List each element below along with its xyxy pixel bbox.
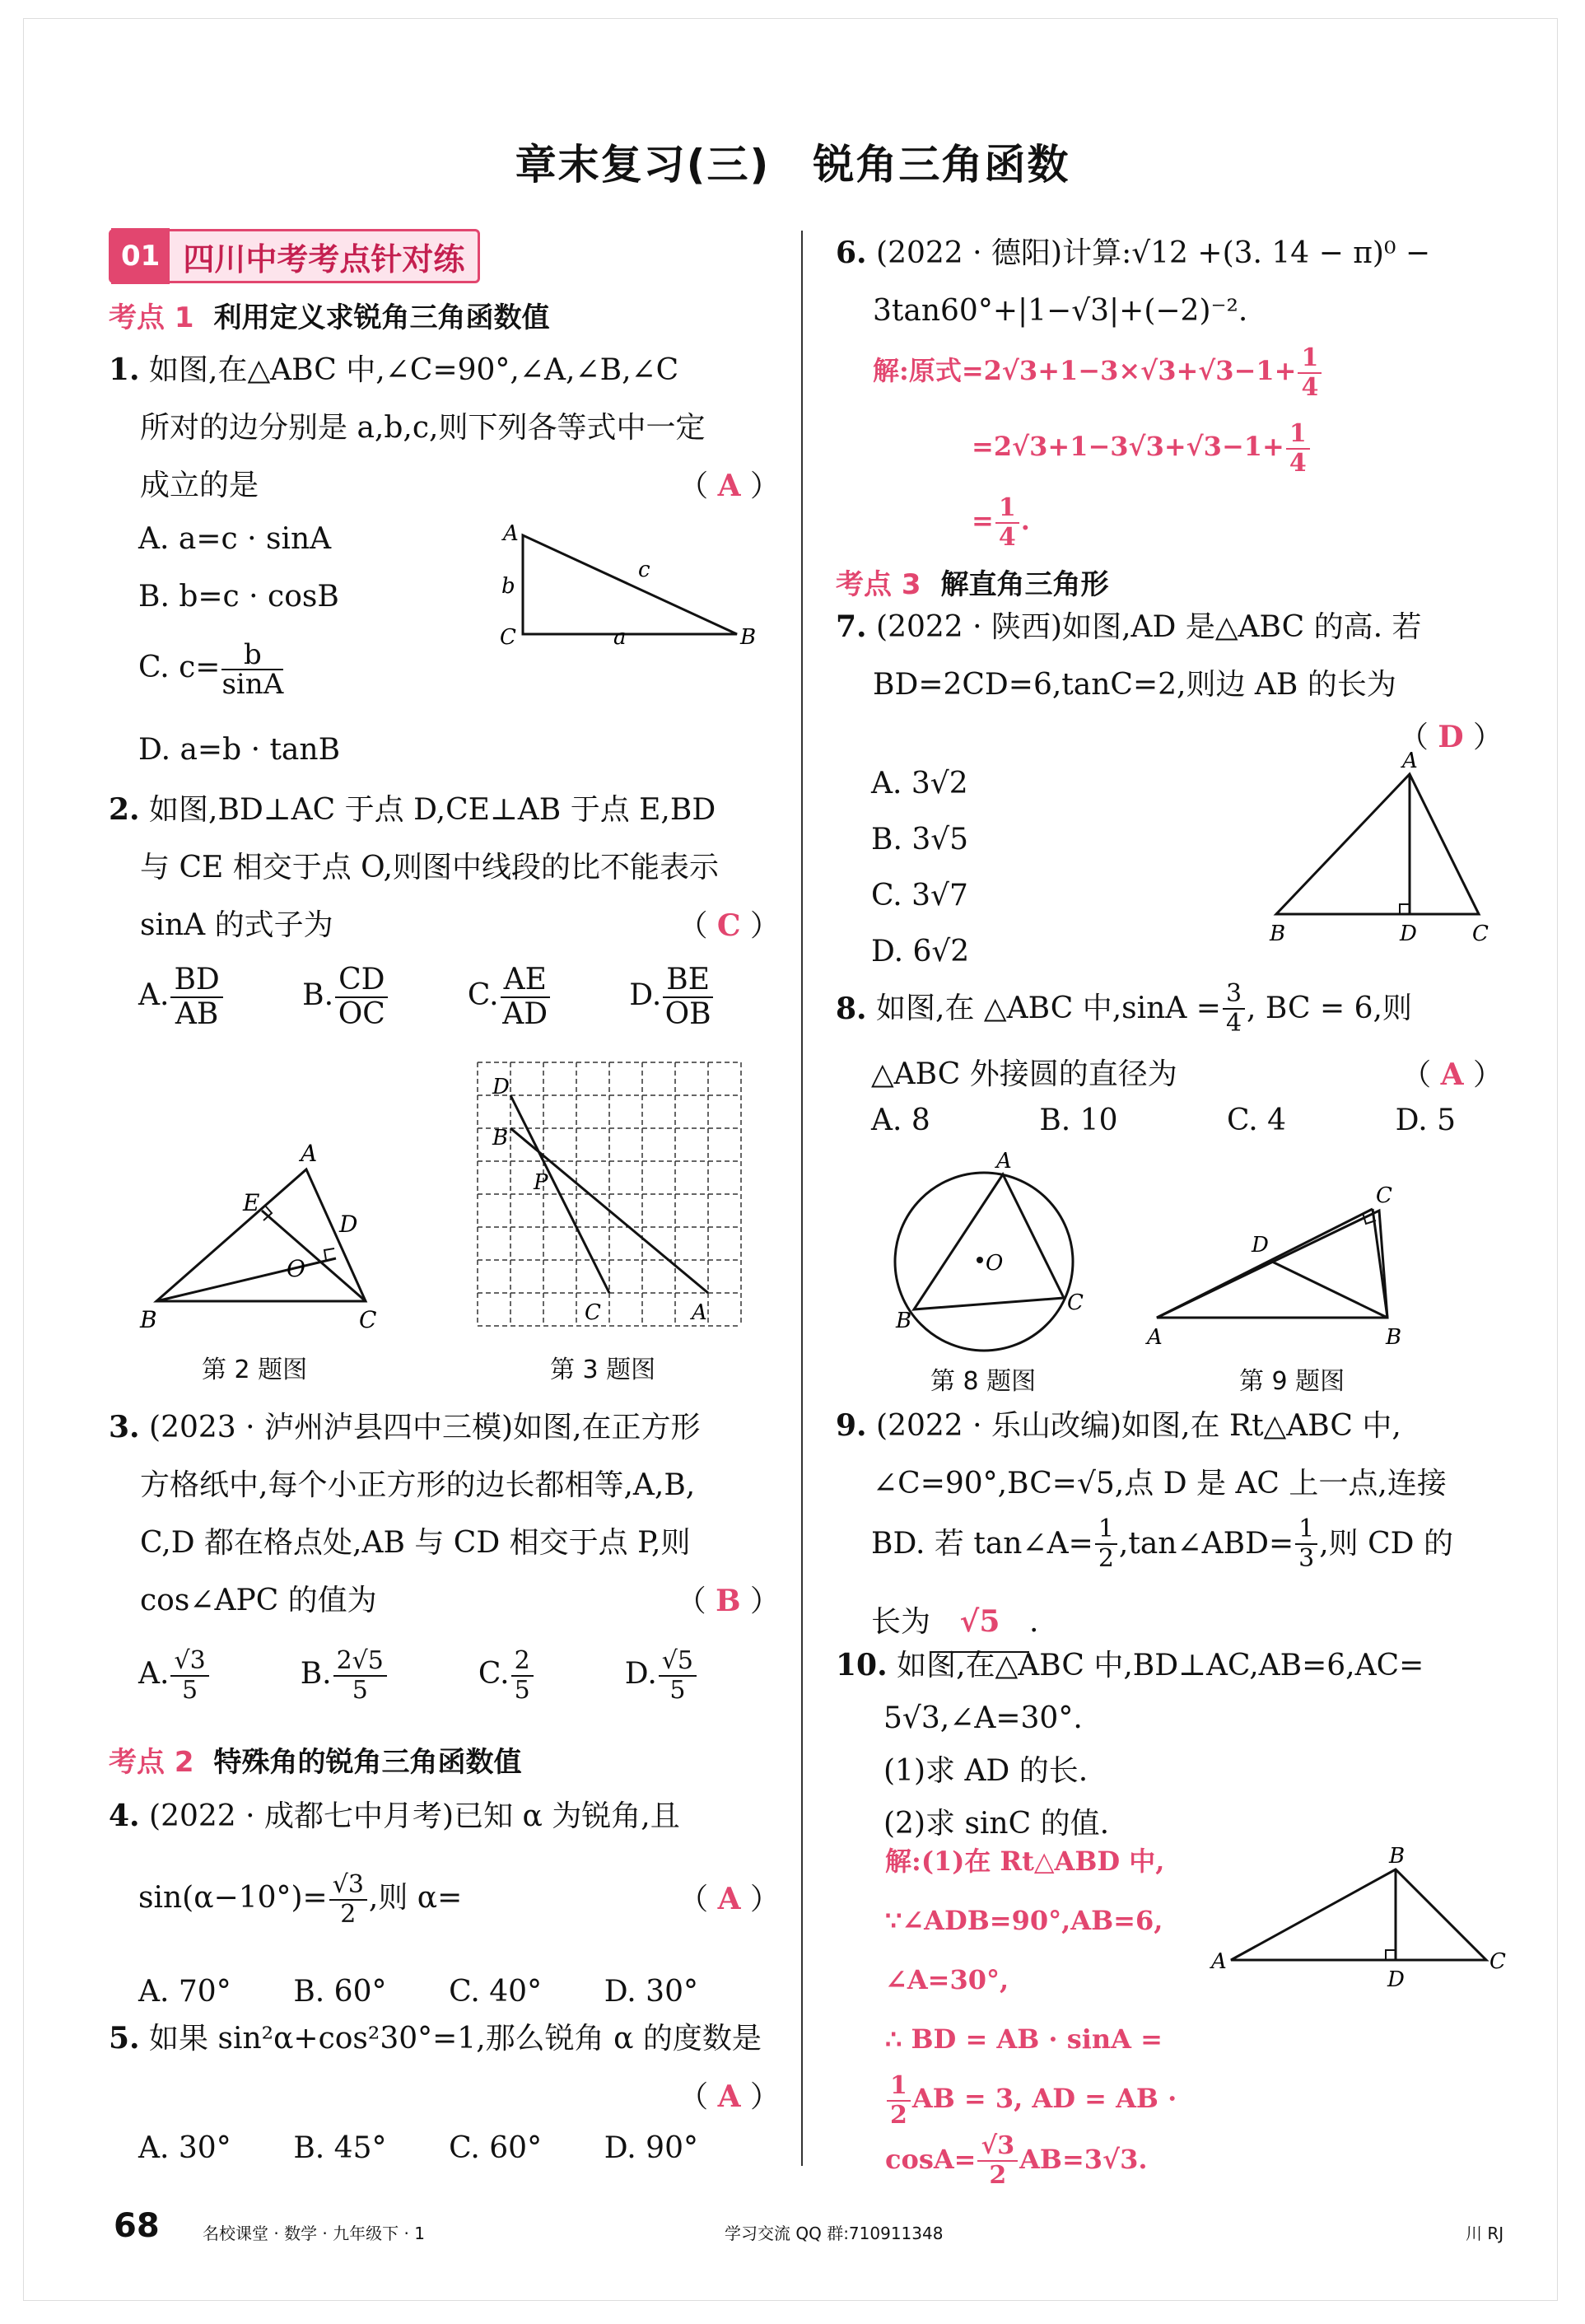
question-3: 3. (2023 · 泸州泸县四中三模)如图,在正方形 方格纸中,每个小正方形的边长都相等,A,B, C,D 都在格点处,AB 与 CD 相交于点 P,则 cos∠APC 的值为 （ B ）: [109, 1398, 780, 1631]
label-C: C: [500, 625, 516, 650]
label-A: A: [692, 1300, 707, 1325]
q5-options: A. 30° B. 45° C. 60° D. 90°: [138, 2131, 698, 2165]
answer-bracket: （ A ）: [678, 1881, 780, 1916]
label-B: B: [1386, 1325, 1402, 1350]
kaodian-tag: 考点 1: [109, 301, 194, 334]
fig3-caption: 第 3 题图: [550, 1356, 656, 1384]
q10-figure: [1206, 1845, 1511, 2009]
q1-option-b: B. b=c · cosB: [138, 580, 339, 614]
label-C: C: [1376, 1183, 1392, 1208]
q1-triangle-figure: [490, 519, 770, 651]
label-E: E: [243, 1189, 260, 1216]
q2-figure: [132, 1128, 403, 1351]
label-B: B: [740, 625, 757, 650]
footer-book: 名校课堂 · 数学 · 九年级下 · 1: [203, 2224, 425, 2243]
section-badge: [109, 229, 480, 283]
label-b: b: [501, 574, 515, 599]
question-text: 成立的是: [140, 469, 259, 502]
q2-option-c: C. $\frac{AE}{AD}$: [468, 964, 552, 1031]
section-number: 01: [111, 228, 170, 284]
label-D: D: [339, 1211, 358, 1238]
answer-value: D: [1438, 720, 1464, 754]
label-a: a: [613, 625, 627, 650]
question-4-line2: sin(α−10°)= $\frac{√3}{2}$ ,则 α= （ A ）: [138, 1870, 780, 1929]
label-D: D: [1400, 922, 1417, 946]
answer-value: A: [717, 1881, 741, 1916]
question-8: 8. 如图,在 △ABC 中,sinA = $\frac{3}{4}$ , BC = 6,则: [836, 979, 1413, 1038]
q3-option-b: B. $\frac{2√5}{5}$: [301, 1647, 389, 1705]
answer-bracket: （ D ）: [1398, 720, 1503, 754]
fig8-caption: 第 8 题图: [930, 1367, 1037, 1396]
q8-figure: [881, 1145, 1087, 1359]
column-divider: [801, 231, 803, 2166]
question-text: 如图,BD⊥AC 于点 D,CE⊥AB 于点 E,BD: [149, 793, 716, 827]
answer-bracket: （ A ）: [1401, 1057, 1503, 1092]
label-B: B: [140, 1306, 157, 1333]
question-5: 5. 如果 sin²α+cos²30°=1,那么锐角 α 的度数是 （ A ）: [109, 2009, 780, 2126]
q3-option-c: C. $\frac{2}{5}$: [478, 1647, 535, 1705]
q7-figure: [1252, 741, 1507, 955]
q10-solution: 解:(1)在 Rt△ABD 中, ∵∠ADB=90°,AB=6, ∠A=30°, ∴ BD = AB · sinA = $\frac{1}{2}$ AB = 3, AD = AB · cosA= $\frac{√3}{2}$ AB=3√3.: [885, 1846, 1177, 2190]
question-9: 9. (2022 · 乐山改编)如图,在 Rt△ABC 中, ∠C=90°,BC=√5,点 D 是 AC 上一点,连接: [836, 1408, 1447, 1500]
question-4: 4. (2022 · 成都七中月考)已知 α 为锐角,且: [109, 1799, 680, 1833]
q3-option-d: D. $\frac{√5}{5}$: [625, 1647, 698, 1705]
fig2-caption: 第 2 题图: [202, 1356, 308, 1384]
label-D: D: [1387, 1967, 1405, 1992]
question-text: 所对的边分别是 a,b,c,则下列各等式中一定: [140, 411, 706, 445]
question-2: 2. 如图,BD⊥AC 于点 D,CE⊥AB 于点 E,BD 与 CE 相交于点 O,则图中线段的比不能表示 sinA 的式子为 （ C ）: [109, 781, 780, 955]
label-A: A: [1402, 749, 1418, 773]
fig9-caption: 第 9 题图: [1239, 1367, 1345, 1396]
q3-options: [138, 1647, 698, 1705]
answer-value: B: [716, 1584, 741, 1618]
kaodian-2: 考点 2 特殊角的锐角三角函数值: [109, 1746, 522, 1779]
answer-bracket: （ A ）: [678, 2079, 780, 2114]
q4-options: A. 70° B. 60° C. 40° D. 30°: [138, 1975, 698, 2009]
q3-grid-figure: [469, 1054, 749, 1334]
label-A: A: [301, 1140, 318, 1167]
label-B: B: [1389, 1845, 1406, 1869]
label-C: C: [1472, 922, 1489, 946]
label-B: B: [896, 1309, 912, 1333]
question-9-line4: 长为 √5 .: [871, 1593, 1038, 1653]
question-1: [109, 341, 780, 516]
q7-options: A. 3√2 B. 3√5 C. 3√7 D. 6√2: [871, 767, 970, 968]
q2-option-d: D. $\frac{BE}{OB}$: [629, 964, 715, 1031]
label-B: B: [492, 1126, 509, 1150]
label-C: C: [1489, 1949, 1506, 1974]
label-D: D: [492, 1075, 510, 1099]
kaodian-1: [109, 295, 550, 335]
label-c: c: [638, 558, 650, 582]
answer-bracket: （ A ）: [678, 469, 780, 503]
q2-option-a: A. $\frac{BD}{AB}$: [138, 964, 225, 1031]
label-O: O: [287, 1255, 305, 1282]
footer-edition: 川 RJ: [1466, 2224, 1504, 2243]
q6-solution-3: = $\frac{1}{4}$ .: [972, 492, 1030, 552]
label-B: B: [1270, 922, 1286, 946]
q1-option-c: C. c= $\frac{b}{\sin A}$: [138, 638, 284, 701]
label-C: C: [1067, 1290, 1084, 1315]
question-number: 1.: [109, 352, 140, 387]
page-title: 章末复习(三) 锐角三角函数: [515, 141, 1070, 189]
q9-figure: [1140, 1169, 1494, 1359]
label-A: A: [1211, 1949, 1227, 1974]
label-D: D: [1252, 1233, 1269, 1258]
question-text: 与 CE 相交于点 O,则图中线段的比不能表示: [140, 851, 720, 884]
answer-value: C: [716, 908, 741, 943]
answer-value: √5: [959, 1604, 1000, 1639]
q8-options: A. 8 B. 10 C. 4 D. 5: [871, 1104, 1456, 1137]
footer-qq: 学习交流 QQ 群:710911348: [725, 2224, 944, 2243]
question-9-line3: BD. 若 tan∠A= $\frac{1}{2}$ ,tan∠ABD= $\frac{1}{3}$ ,则 CD 的: [871, 1514, 1453, 1573]
page-number: 68: [114, 2207, 160, 2245]
label-O: O: [986, 1251, 1004, 1276]
q6-solution-2: =2√3+1−3√3+√3−1+ $\frac{1}{4}$: [972, 417, 1312, 478]
answer-value: A: [717, 2079, 741, 2114]
label-C: C: [585, 1300, 601, 1325]
label-A: A: [1147, 1325, 1163, 1350]
label-A: A: [503, 521, 519, 546]
answer-bracket: （ C ）: [678, 908, 780, 943]
question-10: 10. 如图,在△ABC 中,BD⊥AC,AB=6,AC= 5√3,∠A=30°. (1)求 AD 的长. (2)求 sinC 的值.: [836, 1648, 1424, 1841]
label-A: A: [996, 1149, 1012, 1174]
q2-options: [138, 964, 715, 1031]
kaodian-3: 考点 3 解直角三角形: [836, 568, 1109, 601]
question-8-line2: △ABC 外接圆的直径为 （ A ）: [871, 1046, 1503, 1104]
question-6: 6. (2022 · 德阳)计算:√12 +(3. 14 − π)⁰ − 3tan60°+|1−√3|+(−2)⁻².: [836, 236, 1431, 328]
answer-bracket: （ B ）: [676, 1584, 780, 1618]
label-C: C: [359, 1306, 377, 1333]
section-label: 四川中考考点针对练: [183, 240, 465, 278]
answer-value: A: [1440, 1057, 1464, 1092]
question-7: 7. (2022 · 陕西)如图,AD 是△ABC 的高. 若 BD=2CD=6,tanC=2,则边 AB 的长为 （ D ）: [836, 598, 1503, 761]
kaodian-label: 利用定义求锐角三角函数值: [213, 301, 550, 334]
q2-option-b: B. $\frac{CD}{OC}$: [302, 964, 389, 1031]
q1-option-d: D. a=b · tanB: [138, 733, 341, 767]
question-text: 如图,在△ABC 中,∠C=90°,∠A,∠B,∠C: [149, 353, 679, 387]
label-P: P: [534, 1170, 548, 1195]
q3-option-a: A. $\frac{√3}{5}$: [138, 1647, 211, 1705]
q6-solution-1: 解:原式=2√3+1−3×√3+√3−1+ $\frac{1}{4}$: [873, 341, 1323, 402]
q1-option-a: A. a=c · sinA: [138, 522, 332, 556]
answer-value: A: [717, 469, 741, 503]
